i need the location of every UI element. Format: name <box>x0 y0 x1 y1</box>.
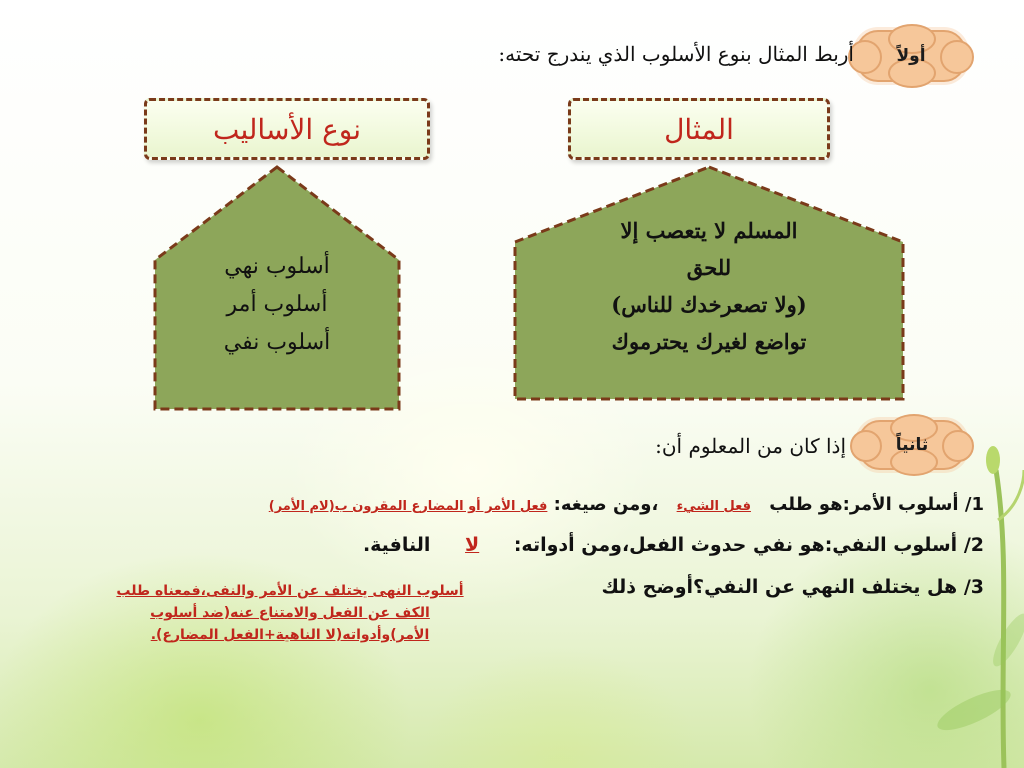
style-item: أسلوب نفي <box>223 330 331 355</box>
question-2-text-a: أسلوب النفي:هو نفي حدوث الفعل،ومن أدواته: <box>513 534 958 556</box>
question-2 <box>363 534 984 556</box>
question-3-answer-line: الكف عن الفعل والامتناع عنه(ضد أسلوب <box>150 605 430 621</box>
question-3 <box>601 576 984 598</box>
question-2-number: 2/ <box>963 534 984 556</box>
badge-second-label: ثانياً <box>895 435 929 455</box>
badge-first <box>856 30 966 82</box>
style-item: أسلوب أمر <box>226 292 328 317</box>
badge-second <box>858 420 966 470</box>
header-style-type <box>144 98 430 160</box>
question-1-answer-b: فعل الأمر أو المضارع المقرون ب(لام الأمر) <box>268 499 548 514</box>
intro-text: إذا كان من المعلوم أن: <box>655 434 846 458</box>
question-3-answer <box>60 580 520 646</box>
example-item: للحق <box>686 255 732 280</box>
question-1-text-b: ،ومن صيغه: <box>553 494 659 515</box>
question-1-answer-a: فعل الشيء <box>676 499 751 514</box>
instruction-text: أربط المثال بنوع الأسلوب الذي يندرج تحته: <box>498 42 854 66</box>
question-3-number: 3/ <box>963 576 984 598</box>
question-1 <box>269 494 984 515</box>
question-2-answer: لا <box>465 534 480 556</box>
badge-first-label: أولاً <box>896 46 926 66</box>
question-1-text-a: أسلوب الأمر:هو طلب <box>769 494 959 515</box>
question-3-answer-line: الأمر)وأدواته(لا الناهية+الفعل المضارع). <box>150 627 430 643</box>
example-item: (ولا تصعرخدك للناس) <box>611 292 807 317</box>
style-item: أسلوب نهي <box>224 254 330 279</box>
question-1-number: 1/ <box>964 494 984 515</box>
question-2-text-b: النافية. <box>362 534 431 556</box>
styles-pentagon <box>152 164 402 412</box>
header-style-type-label: نوع الأساليب <box>212 112 362 146</box>
question-3-text: هل يختلف النهي عن النفي؟أوضح ذلك <box>601 576 958 598</box>
question-3-answer-line: أسلوب النهى يختلف عن الأمر والنفى،فمعناه طلب <box>116 583 464 599</box>
header-example <box>568 98 830 160</box>
examples-pentagon <box>512 164 906 402</box>
example-item: تواضع لغيرك يحترموك <box>611 329 807 354</box>
header-example-label: المثال <box>664 112 734 146</box>
example-item: المسلم لا يتعصب إلا <box>620 218 798 243</box>
